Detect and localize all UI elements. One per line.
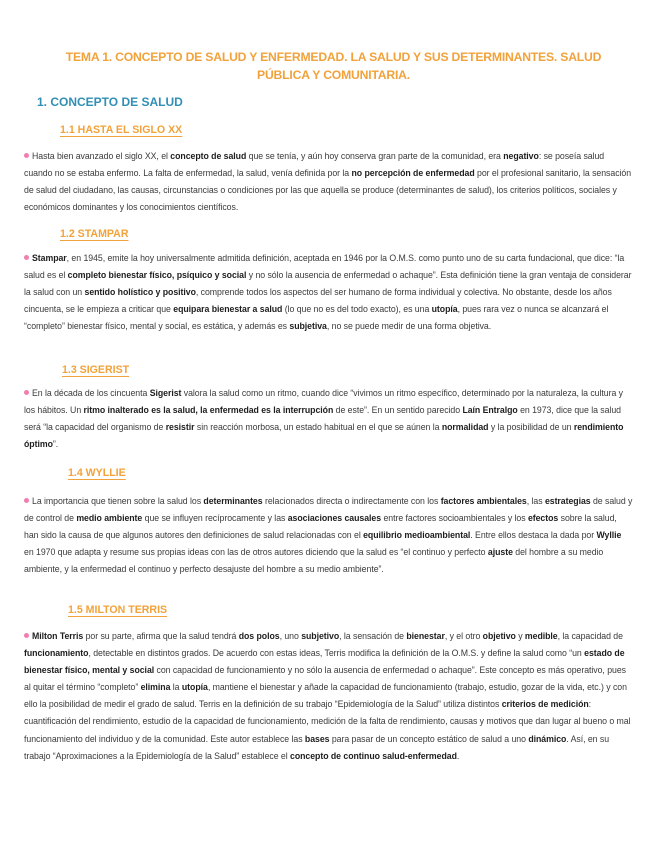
bold-term: Laín Entralgo (462, 405, 518, 416)
text-run: por el profesional sanitario, la sensación de salud del ciudadano, las causas, circunstancias o condiciones por las que aquella se produce (determinantes de salud), los criterios políticos, sociales y económicos dominantes y los conocimientos científicos. (24, 168, 632, 213)
bullet-icon (24, 633, 29, 638)
text-run: relacionados directa o indirectamente con los (262, 496, 441, 506)
text-run: : se poseía salud cuando no se estaba enfermo. La falta de enfermedad, la salud, venía definida por la (24, 151, 605, 179)
text-run: y la posibilidad de un (488, 422, 574, 433)
bold-term: negativo (503, 151, 539, 161)
paragraph-stampar (24, 250, 633, 335)
bold-term: concepto de salud (170, 151, 247, 161)
bold-term: rendimiento óptimo (24, 422, 624, 450)
text-run: La importancia que tienen sobre la salud los (32, 496, 204, 506)
bold-term: resistir (165, 422, 195, 433)
bold-term: elimina (140, 682, 171, 693)
bold-term: bases (304, 733, 330, 744)
paragraph-sigerist (24, 385, 633, 453)
bold-term: equipara bienestar a salud (173, 304, 283, 315)
text-run: , las (526, 496, 545, 506)
text-run: Hasta bien avanzado el siglo XX, el (32, 151, 171, 161)
bold-term: estado de bienestar físico, mental y social (24, 648, 625, 676)
text-run: para pasar de un concepto estático de salud a uno (329, 733, 529, 744)
paragraph-hasta-siglo-xx (24, 148, 633, 216)
bold-term: concepto de continuo salud-enfermedad (290, 750, 457, 761)
bold-term: equilibrio medioambiental (363, 530, 471, 541)
bold-term: asociaciones causales (287, 513, 382, 524)
text-run: ”. (52, 439, 59, 450)
text-run: . (456, 750, 460, 761)
text-run: que se influyen recíprocamente y las (142, 513, 288, 524)
bullet-icon (24, 498, 29, 503)
paragraph-wyllie (24, 493, 633, 578)
bold-term: dos polos (238, 631, 280, 641)
text-run: y (515, 631, 525, 641)
bold-term: sentido holístico y positivo (84, 287, 196, 298)
bullet-icon (24, 390, 29, 395)
bold-term: factores ambientales (440, 496, 527, 506)
bold-term: bienestar (406, 631, 445, 641)
bold-term: utopía (431, 304, 458, 315)
text-run: la (170, 682, 182, 693)
section-heading-concepto-de-salud: 1. CONCEPTO DE SALUD (37, 95, 183, 109)
bold-term: Milton Terris (32, 631, 84, 641)
text-run: entre factores socioambientales y los (381, 513, 528, 524)
text-run: En la década de los cincuenta (32, 388, 150, 398)
bold-term: normalidad (441, 422, 489, 433)
text-run: , mantiene el bienestar y añade la capacidad de funcionamiento (trabajo, estudio, gozar de la vida, etc.) y con ello la posibilidad de medir el grado de salud. Terris en la definición de su trabajo “Epidemiología de la Salud” utiliza distintos (24, 682, 627, 710)
bold-term: subjetivo (301, 631, 340, 641)
text-run: del hombre a su medio ambiente, y la enfermedad el continuo y perfecto desajuste del hombre a su medio ambiente”. (24, 547, 604, 575)
bold-term: medio ambiente (76, 513, 143, 524)
bold-term: determinantes (203, 496, 263, 506)
text-run: , pues rara vez o nunca se alcanzará el “completo” bienestar físico, mental y social, es estática, y además es (24, 304, 609, 332)
bold-term: ajuste (487, 547, 513, 558)
subsection-heading-stampar: 1.2 STAMPAR (60, 228, 129, 240)
paragraph-milton-terris (24, 628, 633, 765)
bold-term: criterios de medición (501, 699, 589, 710)
bold-term: completo bienestar físico, psíquico y social (67, 270, 247, 281)
text-run: valora la salud como un ritmo, cuando dice “vivimos un ritmo específico, determinado por la naturaleza, la cultura y los hábitos. Un (24, 388, 623, 416)
bullet-icon (24, 255, 29, 260)
text-run: , uno (279, 631, 302, 641)
text-run: sin reacción morbosa, un estado habitual en el que se aúnen la (194, 422, 442, 433)
bold-term: medible (524, 631, 558, 641)
text-run: , comprende todos los aspectos del ser humano de forma individual y colectiva. No obstante, desde los años cincuenta, se le empieza a criticar que (24, 287, 612, 315)
text-run: , no se puede medir de una forma objetiva. (326, 321, 492, 332)
text-run: . Entre ellos destaca la dada por (470, 530, 597, 541)
bold-term: Wyllie (596, 530, 622, 541)
bold-term: subjetiva (289, 321, 327, 332)
bold-term: Stampar (32, 253, 67, 263)
text-run: (lo que no es del todo exacto), es una (282, 304, 432, 315)
bold-term: utopía (181, 682, 208, 693)
text-run: en 1973, dice que la salud será “la capacidad del organismo de (24, 405, 621, 433)
text-run: y no sólo la ausencia de enfermedad o achaque”. Esta definición tiene la gran ventaja de considerar la salud con un (24, 270, 632, 298)
text-run: con capacidad de funcionamiento y no sólo la ausencia de enfermedad o achaque”. Este concepto es más operativo, pues al quitar el término “completo” (24, 665, 626, 693)
text-run: sobre la salud, han sido la causa de que algunos autores den definiciones de salud relacionadas con el (24, 513, 617, 541)
text-run: que se tenía, y aún hoy conserva gran parte de la comunidad, era (246, 151, 504, 161)
text-run: de salud y de control de (24, 496, 633, 524)
text-run: en 1970 que adapta y resume sus propias ideas con las de otros autores diciendo que la salud es “el continuo y perfecto (24, 547, 488, 558)
subsection-heading-milton-terris: 1.5 MILTON TERRIS (68, 604, 168, 616)
bold-term: estrategias (544, 496, 591, 506)
text-run: , la sensación de (339, 631, 407, 641)
bold-term: no percepción de enfermedad (351, 168, 475, 179)
bold-term: efectos (527, 513, 559, 524)
bold-term: funcionamiento (24, 648, 89, 659)
text-run: : cuantificación del rendimiento, estudio de la capacidad de funcionamiento, medición de la falta de rendimiento, causas y motivos que dan lugar al bueno o mal funcionamiento del individuo y de la comunidad. Este autor establece las (24, 699, 631, 744)
text-run: , la capacidad de (557, 631, 623, 641)
text-run: . Así, en su trabajo “Aproximaciones a la Epidemiología de la Salud” establece el (24, 733, 610, 761)
text-run: , detectable en distintos grados. De acuerdo con estas ideas, Terris modifica la definición de la O.M.S. y define la salud como “un (88, 648, 585, 659)
subsection-heading-sigerist: 1.3 SIGERIST (62, 364, 130, 376)
bold-term: objetivo (482, 631, 516, 641)
subsection-heading-wyllie: 1.4 WYLLIE (68, 467, 126, 479)
text-run: por su parte, afirma que la salud tendrá (83, 631, 239, 641)
bold-term: dinámico (528, 733, 567, 744)
text-run: , y el otro (444, 631, 483, 641)
text-run: de este”. En un sentido parecido (333, 405, 463, 416)
bullet-icon (24, 153, 29, 158)
bold-term: ritmo inalterado es la salud, la enfermedad es la interrupción (83, 405, 334, 416)
text-run: , en 1945, emite la hoy universalmente admitida definición, aceptada en 1946 por la O.M.S. como punto uno de su carta fundacional, que dice: “la salud es el (24, 253, 625, 281)
bold-term: Sigerist (149, 388, 182, 398)
document-title: TEMA 1. CONCEPTO DE SALUD Y ENFERMEDAD. LA SALUD Y SUS DETERMINANTES. SALUD PÚBLICA Y COMUNITARIA. (65, 50, 602, 82)
subsection-heading-hasta-siglo-xx: 1.1 HASTA EL SIGLO XX (60, 124, 183, 136)
